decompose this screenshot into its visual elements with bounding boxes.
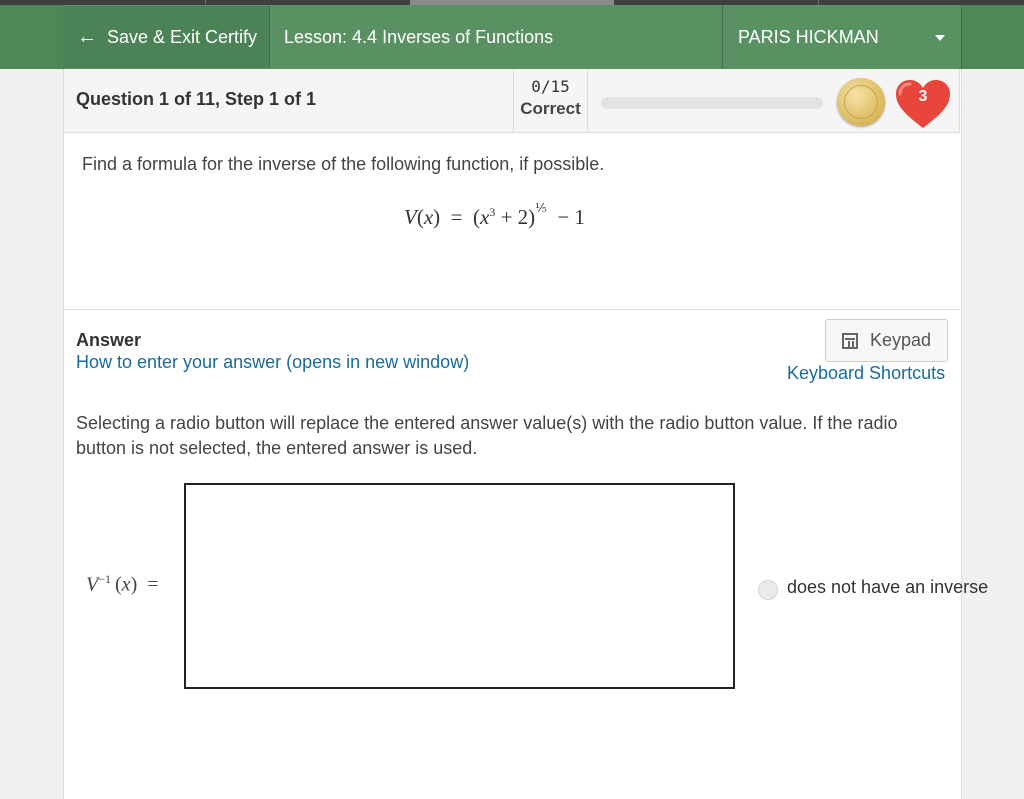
section-divider [63, 309, 960, 310]
arrow-left-icon: ← [77, 26, 97, 48]
answer-input[interactable] [184, 483, 735, 689]
radio-instructions: Selecting a radio button will replace the entered answer value(s) with the radio button value. If the radio button is not selected, the entered answer is used. [76, 413, 898, 458]
user-menu-dropdown[interactable] [722, 5, 960, 69]
lesson-title: Lesson: 4.4 Inverses of Functions [284, 26, 554, 47]
how-to-enter-link[interactable]: How to enter your answer (opens in new window) [76, 352, 470, 372]
function-formula: $V(x) = (x^3 + 2)^{\frac{1}{5}} - 1$ [404, 201, 585, 229]
lives-count: 3 [918, 88, 928, 105]
keypad-button[interactable] [825, 319, 948, 362]
no-inverse-radio[interactable] [758, 580, 778, 600]
progress-bar [601, 97, 823, 109]
score-box [513, 69, 588, 133]
caret-down-icon [935, 35, 945, 41]
answer-heading: Answer [76, 330, 142, 350]
inverse-lhs: $V^{-1}$ (x) = [86, 572, 159, 596]
user-name: PARIS HICKMAN [738, 26, 879, 47]
coin-badge-icon [837, 78, 885, 126]
score-label: Correct [520, 99, 581, 118]
question-step-label: Question 1 of 11, Step 1 of 1 [76, 89, 317, 109]
question-prompt: Find a formula for the inverse of the following function, if possible. [82, 154, 605, 174]
no-inverse-label[interactable]: does not have an inverse [787, 577, 989, 597]
calculator-icon [842, 333, 858, 349]
save-exit-label: Save & Exit Certify [107, 26, 258, 47]
keyboard-shortcuts-link[interactable]: Keyboard Shortcuts [787, 363, 946, 383]
score-count: 0/15 [531, 77, 570, 96]
save-exit-button[interactable] [63, 6, 270, 68]
keypad-label: Keypad [869, 330, 932, 350]
